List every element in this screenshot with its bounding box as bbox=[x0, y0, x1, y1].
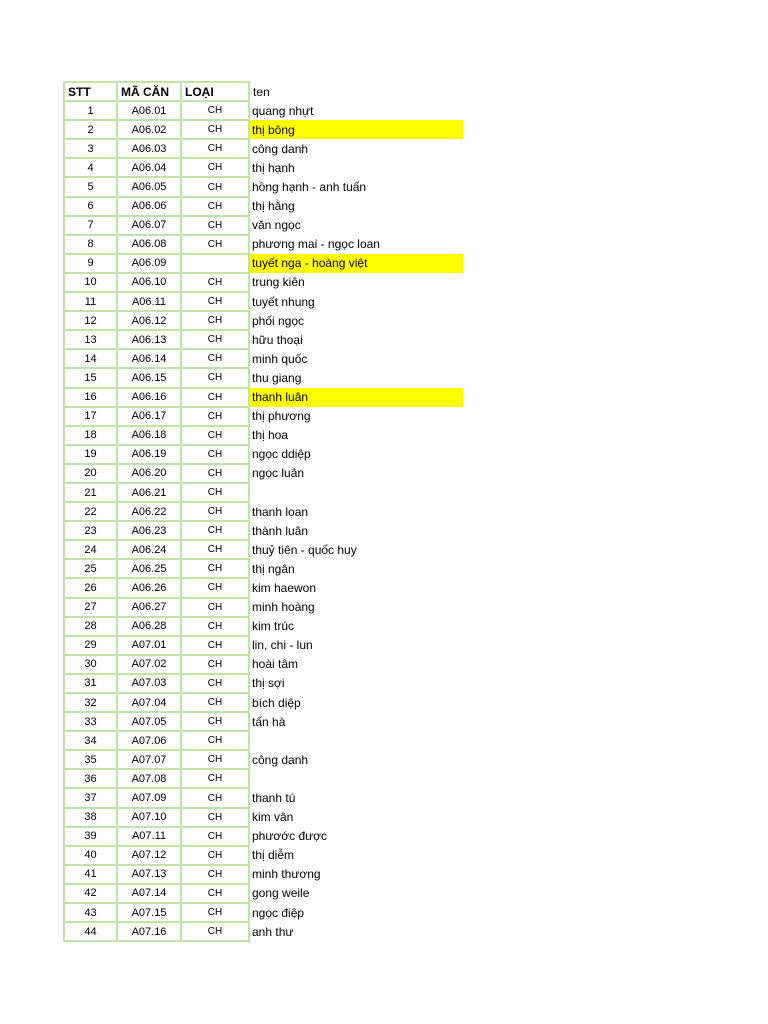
cell-ma-can[interactable]: A06.01 bbox=[117, 101, 181, 120]
cell-stt[interactable]: 28 bbox=[64, 617, 117, 636]
table-row bbox=[64, 636, 464, 655]
table-row bbox=[64, 273, 464, 292]
table-row bbox=[64, 578, 464, 597]
cell-stt[interactable]: 7 bbox=[64, 216, 117, 235]
table-row bbox=[64, 254, 464, 273]
cell-loai[interactable]: CH bbox=[181, 617, 249, 636]
cell-loai[interactable]: CH bbox=[181, 903, 249, 922]
cell-ten[interactable]: thị sợi bbox=[252, 676, 285, 691]
cell-stt[interactable]: 35 bbox=[64, 750, 117, 769]
cell-stt[interactable]: 18 bbox=[64, 426, 117, 445]
table-body bbox=[64, 82, 464, 941]
cell-ma-can[interactable]: A06.21 bbox=[117, 483, 181, 502]
cell-ma-can[interactable]: A06.08 bbox=[117, 235, 181, 254]
cell-loai[interactable]: CH bbox=[181, 731, 249, 750]
cell-ma-can[interactable]: A06.25 bbox=[117, 559, 181, 578]
table-row bbox=[64, 540, 464, 559]
cell-loai[interactable]: CH bbox=[181, 502, 249, 521]
table-row bbox=[64, 426, 464, 445]
cell-ten[interactable]: công danh bbox=[252, 752, 309, 767]
cell-ma-can[interactable]: A06.14 bbox=[117, 349, 181, 368]
cell-stt[interactable]: 4 bbox=[64, 158, 117, 177]
cell-loai[interactable]: CH bbox=[181, 158, 249, 177]
cell-ma-can[interactable]: A07.16 bbox=[117, 922, 181, 941]
cell-ten[interactable]: lin, chi - lun bbox=[252, 638, 313, 653]
cell-ten[interactable]: kim vân bbox=[252, 810, 294, 825]
cell-stt[interactable]: 39 bbox=[64, 827, 117, 846]
cell-ten[interactable]: minh thương bbox=[252, 867, 321, 882]
table-row bbox=[64, 292, 464, 311]
cell-loai[interactable]: CH bbox=[181, 292, 249, 311]
cell-loai[interactable]: CH bbox=[181, 865, 249, 884]
cell-ma-can[interactable]: A06.02 bbox=[117, 120, 181, 139]
table-row bbox=[64, 788, 464, 807]
cell-ma-can[interactable]: A06.05 bbox=[117, 177, 181, 196]
cell-ten[interactable]: thuỷ tiên - quốc huy bbox=[252, 542, 357, 557]
table-row bbox=[64, 330, 464, 349]
table-row bbox=[64, 769, 464, 788]
table-row bbox=[64, 922, 464, 941]
cell-loai[interactable]: CH bbox=[181, 559, 249, 578]
cell-stt[interactable]: 9 bbox=[64, 254, 117, 273]
cell-loai[interactable]: CH bbox=[181, 388, 249, 407]
cell-ten[interactable]: thanh tú bbox=[252, 791, 296, 806]
cell-ma-can[interactable]: A06.24 bbox=[117, 540, 181, 559]
cell-loai[interactable]: CH bbox=[181, 808, 249, 827]
cell-ten[interactable]: công danh bbox=[252, 141, 309, 156]
cell-loai[interactable]: CH bbox=[181, 445, 249, 464]
table-row bbox=[64, 655, 464, 674]
table-row bbox=[64, 388, 464, 407]
cell-ma-can[interactable]: A07.10 bbox=[117, 808, 181, 827]
table-row bbox=[64, 120, 464, 139]
table-row bbox=[64, 235, 464, 254]
cell-stt[interactable]: 16 bbox=[64, 388, 117, 407]
cell-loai[interactable]: CH bbox=[181, 349, 249, 368]
header-row bbox=[64, 82, 464, 101]
cell-ma-can[interactable]: A07.01 bbox=[117, 636, 181, 655]
table-row bbox=[64, 445, 464, 464]
table-row bbox=[64, 368, 464, 387]
cell-stt[interactable]: 12 bbox=[64, 311, 117, 330]
cell-ten[interactable]: minh quốc bbox=[252, 351, 308, 366]
cell-loai[interactable]: CH bbox=[181, 922, 249, 941]
cell-stt[interactable]: 33 bbox=[64, 712, 117, 731]
cell-loai[interactable]: CH bbox=[181, 712, 249, 731]
cell-stt[interactable]: 17 bbox=[64, 407, 117, 426]
cell-ten[interactable]: hồng hạnh - anh tuấn bbox=[252, 180, 367, 195]
table-row bbox=[64, 712, 464, 731]
spreadsheet bbox=[63, 81, 465, 942]
cell-ten[interactable]: kim haewon bbox=[252, 580, 317, 595]
cell-loai[interactable]: CH bbox=[181, 598, 249, 617]
table-row bbox=[64, 216, 464, 235]
cell-loai[interactable]: CH bbox=[181, 235, 249, 254]
table-row bbox=[64, 598, 464, 617]
cell-ma-can[interactable]: A07.11 bbox=[117, 827, 181, 846]
cell-ma-can[interactable]: A07.04 bbox=[117, 693, 181, 712]
cell-loai[interactable]: CH bbox=[181, 311, 249, 330]
cell-stt[interactable]: 40 bbox=[64, 846, 117, 865]
cell-ten[interactable]: ngọc ddiệp bbox=[252, 447, 311, 462]
cell-ten[interactable]: phối ngọc bbox=[252, 313, 305, 328]
cell-ten[interactable]: tuyết nga - hoàng việt bbox=[249, 254, 464, 273]
cell-ma-can[interactable]: A07.12 bbox=[117, 846, 181, 865]
table-row bbox=[64, 158, 464, 177]
cell-stt[interactable]: 3 bbox=[64, 139, 117, 158]
cell-ten[interactable]: thị phương bbox=[252, 409, 311, 424]
cell-stt[interactable]: 13 bbox=[64, 330, 117, 349]
table-row bbox=[64, 884, 464, 903]
cell-ten[interactable]: thanh loan bbox=[252, 504, 309, 519]
cell-loai[interactable]: CH bbox=[181, 693, 249, 712]
table-row bbox=[64, 197, 464, 216]
cell-loai[interactable]: CH bbox=[181, 655, 249, 674]
table-row bbox=[64, 139, 464, 158]
cell-ten[interactable]: gong weile bbox=[252, 886, 310, 901]
cell-stt[interactable]: 31 bbox=[64, 674, 117, 693]
cell-stt[interactable]: 24 bbox=[64, 540, 117, 559]
cell-ten[interactable]: hữu thoại bbox=[252, 332, 303, 347]
cell-ma-can[interactable]: A06.20 bbox=[117, 464, 181, 483]
cell-stt[interactable]: 22 bbox=[64, 502, 117, 521]
cell-ma-can[interactable]: A07.15 bbox=[117, 903, 181, 922]
cell-stt[interactable]: 29 bbox=[64, 636, 117, 655]
cell-ten[interactable]: phươớc được bbox=[252, 829, 328, 844]
cell-ma-can[interactable]: A06.03 bbox=[117, 139, 181, 158]
cell-ma-can[interactable]: A06.26 bbox=[117, 578, 181, 597]
cell-ten[interactable]: anh thư bbox=[252, 924, 294, 939]
cell-stt[interactable]: 38 bbox=[64, 808, 117, 827]
cell-loai[interactable]: CH bbox=[181, 521, 249, 540]
cell-ten[interactable]: hoài tâm bbox=[252, 657, 299, 672]
cell-ma-can[interactable]: A06.12 bbox=[117, 311, 181, 330]
cell-stt[interactable]: 27 bbox=[64, 598, 117, 617]
table-row bbox=[64, 846, 464, 865]
cell-stt[interactable]: 34 bbox=[64, 731, 117, 750]
cell-ten[interactable]: thị hằng bbox=[252, 199, 295, 214]
cell-loai[interactable]: CH bbox=[181, 788, 249, 807]
table-row bbox=[64, 808, 464, 827]
table-row bbox=[64, 865, 464, 884]
cell-ten[interactable]: kim trúc bbox=[252, 619, 294, 634]
cell-loai[interactable]: CH bbox=[181, 750, 249, 769]
table-row bbox=[64, 674, 464, 693]
table-row bbox=[64, 407, 464, 426]
cell-stt[interactable]: 15 bbox=[64, 368, 117, 387]
cell-ma-can[interactable]: A06.23 bbox=[117, 521, 181, 540]
cell-stt[interactable]: 6 bbox=[64, 197, 117, 216]
cell-loai[interactable]: CH bbox=[181, 578, 249, 597]
cell-stt[interactable]: 44 bbox=[64, 922, 117, 941]
cell-ma-can[interactable]: A07.06 bbox=[117, 731, 181, 750]
cell-ten[interactable]: ngọc điệp bbox=[252, 905, 305, 920]
cell-loai[interactable]: CH bbox=[181, 636, 249, 655]
apartment-table bbox=[63, 81, 465, 942]
cell-ma-can[interactable]: A06.27 bbox=[117, 598, 181, 617]
cell-ten[interactable]: trung kiên bbox=[252, 275, 305, 290]
table-row bbox=[64, 827, 464, 846]
header-stt[interactable]: STT bbox=[64, 82, 117, 101]
cell-stt[interactable]: 1 bbox=[64, 101, 117, 120]
cell-stt[interactable]: 10 bbox=[64, 273, 117, 292]
cell-ten[interactable]: bích diệp bbox=[252, 695, 301, 710]
cell-ma-can[interactable]: A06.16 bbox=[117, 388, 181, 407]
cell-loai[interactable]: CH bbox=[181, 368, 249, 387]
cell-ten[interactable]: văn ngọc bbox=[252, 218, 301, 233]
cell-stt[interactable]: 25 bbox=[64, 559, 117, 578]
cell-ma-can[interactable]: A06.07 bbox=[117, 216, 181, 235]
cell-ten[interactable]: thị hoa bbox=[252, 428, 289, 443]
cell-loai[interactable]: CH bbox=[181, 483, 249, 502]
table-row bbox=[64, 731, 464, 750]
table-row bbox=[64, 349, 464, 368]
table-row bbox=[64, 483, 464, 502]
cell-ten[interactable] bbox=[249, 483, 464, 502]
table-row bbox=[64, 903, 464, 922]
cell-loai[interactable]: CH bbox=[181, 216, 249, 235]
table-row bbox=[64, 464, 464, 483]
cell-loai[interactable]: CH bbox=[181, 407, 249, 426]
cell-ma-can[interactable]: A06.18 bbox=[117, 426, 181, 445]
cell-ma-can[interactable]: A07.09 bbox=[117, 788, 181, 807]
cell-ma-can[interactable]: A06.09 bbox=[117, 254, 181, 273]
cell-ten[interactable]: thị hạnh bbox=[252, 160, 295, 175]
cell-loai[interactable]: CH bbox=[181, 120, 249, 139]
table-row bbox=[64, 750, 464, 769]
table-row bbox=[64, 521, 464, 540]
cell-ma-can[interactable]: A07.02 bbox=[117, 655, 181, 674]
cell-ten[interactable]: thu giang bbox=[252, 370, 302, 385]
cell-loai[interactable]: CH bbox=[181, 197, 249, 216]
header-ten[interactable]: ten bbox=[253, 84, 270, 99]
cell-stt[interactable]: 8 bbox=[64, 235, 117, 254]
cell-ten[interactable]: phương mai - ngọc loan bbox=[252, 237, 380, 252]
table-row bbox=[64, 693, 464, 712]
cell-ma-can[interactable]: A07.05 bbox=[117, 712, 181, 731]
table-row bbox=[64, 311, 464, 330]
cell-stt[interactable]: 5 bbox=[64, 177, 117, 196]
cell-ma-can[interactable]: A07.14 bbox=[117, 884, 181, 903]
cell-loai[interactable]: CH bbox=[181, 540, 249, 559]
cell-ma-can[interactable]: A06.19 bbox=[117, 445, 181, 464]
cell-loai[interactable]: CH bbox=[181, 426, 249, 445]
table-row bbox=[64, 617, 464, 636]
cell-stt[interactable]: 26 bbox=[64, 578, 117, 597]
cell-ten[interactable]: minh hoàng bbox=[252, 600, 315, 615]
cell-ten[interactable]: thị bông bbox=[249, 120, 464, 139]
cell-ten[interactable]: quang nhựt bbox=[252, 103, 314, 118]
cell-loai[interactable]: CH bbox=[181, 884, 249, 903]
header-loai[interactable]: LOẠI bbox=[181, 82, 249, 101]
cell-stt[interactable]: 36 bbox=[64, 769, 117, 788]
cell-loai[interactable]: CH bbox=[181, 846, 249, 865]
cell-stt[interactable]: 41 bbox=[64, 865, 117, 884]
cell-stt[interactable]: 11 bbox=[64, 292, 117, 311]
cell-ten[interactable]: thanh luân bbox=[249, 388, 464, 407]
table-row bbox=[64, 177, 464, 196]
cell-ten[interactable] bbox=[249, 769, 464, 788]
cell-stt[interactable]: 23 bbox=[64, 521, 117, 540]
cell-ma-can[interactable]: A06.06 bbox=[117, 197, 181, 216]
cell-loai[interactable]: CH bbox=[181, 674, 249, 693]
cell-ten[interactable] bbox=[249, 731, 464, 750]
cell-loai[interactable]: CH bbox=[181, 330, 249, 349]
table-row bbox=[64, 101, 464, 120]
cell-loai[interactable] bbox=[181, 254, 249, 273]
cell-loai[interactable]: CH bbox=[181, 139, 249, 158]
cell-stt[interactable]: 37 bbox=[64, 788, 117, 807]
table-row bbox=[64, 502, 464, 521]
cell-loai[interactable]: CH bbox=[181, 273, 249, 292]
cell-loai[interactable]: CH bbox=[181, 101, 249, 120]
cell-stt[interactable]: 19 bbox=[64, 445, 117, 464]
cell-ma-can[interactable]: A06.04 bbox=[117, 158, 181, 177]
cell-stt[interactable]: 42 bbox=[64, 884, 117, 903]
cell-ten[interactable]: thị ngân bbox=[252, 561, 295, 576]
cell-ma-can[interactable]: A06.17 bbox=[117, 407, 181, 426]
cell-stt[interactable]: 30 bbox=[64, 655, 117, 674]
cell-stt[interactable]: 21 bbox=[64, 483, 117, 502]
cell-ten[interactable]: tuyết nhung bbox=[252, 294, 315, 309]
cell-stt[interactable]: 32 bbox=[64, 693, 117, 712]
table-row bbox=[64, 559, 464, 578]
header-ma-can[interactable]: MÃ CĂN bbox=[117, 82, 181, 101]
cell-ma-can[interactable]: A06.13 bbox=[117, 330, 181, 349]
cell-stt[interactable]: 43 bbox=[64, 903, 117, 922]
cell-ma-can[interactable]: A07.07 bbox=[117, 750, 181, 769]
cell-loai[interactable]: CH bbox=[181, 464, 249, 483]
cell-ma-can[interactable]: A06.22 bbox=[117, 502, 181, 521]
cell-ma-can[interactable]: A06.10 bbox=[117, 273, 181, 292]
cell-loai[interactable]: CH bbox=[181, 769, 249, 788]
cell-stt[interactable]: 14 bbox=[64, 349, 117, 368]
cell-ma-can[interactable]: A06.11 bbox=[117, 292, 181, 311]
cell-stt[interactable]: 2 bbox=[64, 120, 117, 139]
cell-ten[interactable]: ngọc luân bbox=[252, 466, 305, 481]
cell-ten[interactable]: tấn hà bbox=[252, 714, 286, 729]
cell-loai[interactable]: CH bbox=[181, 177, 249, 196]
cell-ma-can[interactable]: A06.15 bbox=[117, 368, 181, 387]
cell-stt[interactable]: 20 bbox=[64, 464, 117, 483]
cell-ma-can[interactable]: A07.13 bbox=[117, 865, 181, 884]
cell-ten[interactable]: thành luân bbox=[252, 523, 309, 538]
cell-ma-can[interactable]: A07.08 bbox=[117, 769, 181, 788]
cell-loai[interactable]: CH bbox=[181, 827, 249, 846]
cell-ma-can[interactable]: A06.28 bbox=[117, 617, 181, 636]
cell-ma-can[interactable]: A07.03 bbox=[117, 674, 181, 693]
cell-ten[interactable]: thị diễm bbox=[252, 848, 295, 863]
